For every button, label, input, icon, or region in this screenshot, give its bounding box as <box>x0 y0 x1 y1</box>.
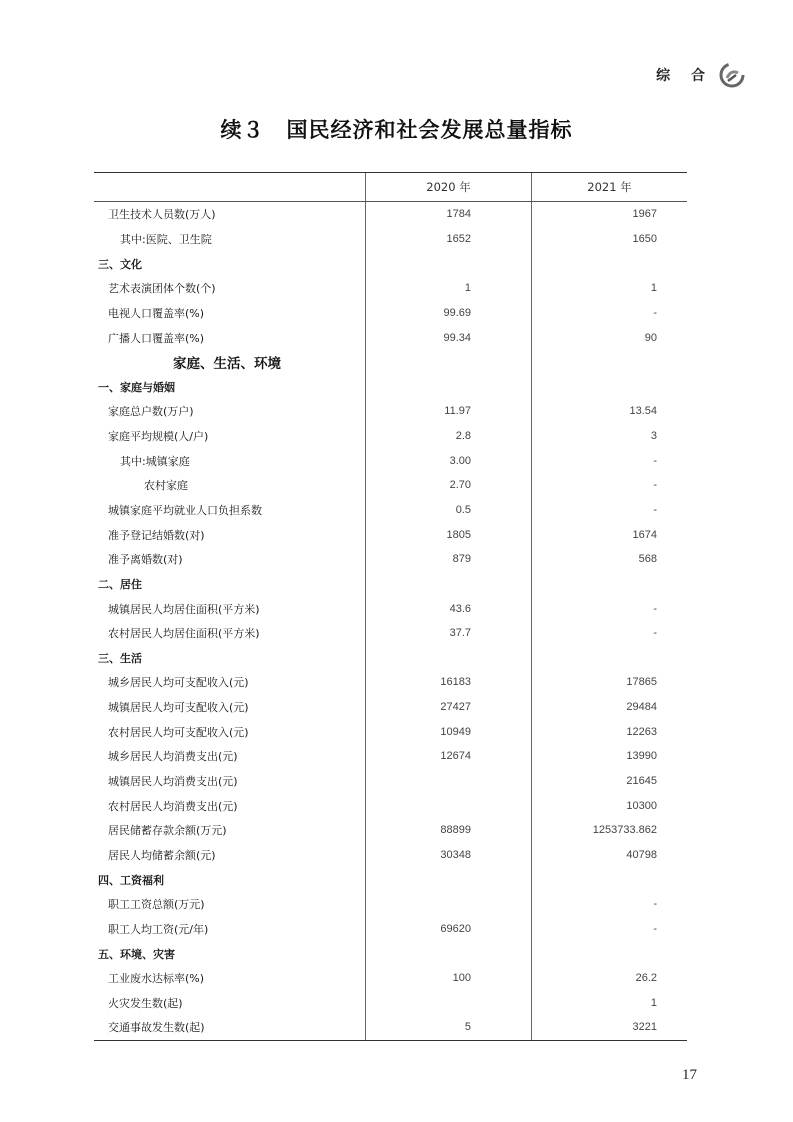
indicator-table <box>94 172 687 1041</box>
value-2021: - <box>653 898 657 911</box>
value-2020: 879 <box>366 547 532 572</box>
table-row <box>94 670 687 695</box>
table-row <box>94 917 687 942</box>
indicator-label: 居民储蓄存款余额(万元) <box>94 818 366 843</box>
table-row <box>94 522 687 547</box>
value-2021: 1 <box>650 996 657 1009</box>
value-2021: - <box>653 602 657 615</box>
value-2020: 2.70 <box>366 473 532 498</box>
table-row <box>94 793 687 818</box>
value-2021: - <box>653 922 657 935</box>
value-2020 <box>366 646 532 671</box>
section-label: 一、家庭与婚姻 <box>94 374 366 399</box>
value-2021: - <box>653 454 657 467</box>
table-row <box>94 374 687 399</box>
indicator-label: 广播人口覆盖率(%) <box>94 325 366 350</box>
table-body <box>94 202 687 1040</box>
value-2020: 100 <box>366 966 532 991</box>
section-label: 四、工资福利 <box>94 867 366 892</box>
table-row <box>94 325 687 350</box>
table-row <box>94 301 687 326</box>
table-row <box>94 596 687 621</box>
value-2020 <box>366 769 532 794</box>
value-2020: 88899 <box>366 818 532 843</box>
table-row <box>94 991 687 1016</box>
table-row <box>94 251 687 276</box>
indicator-label: 城镇居民人均居住面积(平方米) <box>94 596 366 621</box>
value-2021: 29484 <box>626 701 657 714</box>
indicator-label: 农村居民人均消费支出(元) <box>94 793 366 818</box>
section-header <box>656 62 745 88</box>
value-2021 <box>532 251 687 276</box>
value-2020: 37.7 <box>366 621 532 646</box>
table-row <box>94 350 687 375</box>
indicator-label: 火灾发生数(起) <box>94 991 366 1016</box>
value-2020 <box>366 572 532 597</box>
value-2021 <box>532 867 687 892</box>
indicator-label: 农村居民人均可支配收入(元) <box>94 719 366 744</box>
value-2021: 17865 <box>626 676 657 689</box>
value-2020: 99.34 <box>366 325 532 350</box>
indicator-label: 交通事故发生数(起) <box>94 1015 366 1040</box>
value-2020: 30348 <box>366 843 532 868</box>
indicator-label: 工业废水达标率(%) <box>94 966 366 991</box>
value-2020 <box>366 793 532 818</box>
value-2021: 21645 <box>626 775 657 788</box>
table-row <box>94 202 687 227</box>
column-header-2021: 2021 年 <box>587 180 632 194</box>
table-row <box>94 695 687 720</box>
indicator-label: 艺术表演团体个数(个) <box>94 276 366 301</box>
table-row <box>94 646 687 671</box>
value-2020 <box>366 374 532 399</box>
page-number: 17 <box>682 1067 697 1083</box>
value-2020 <box>366 350 532 375</box>
value-2020 <box>366 991 532 1016</box>
value-2021 <box>532 374 687 399</box>
table-row <box>94 424 687 449</box>
table-row <box>94 867 687 892</box>
value-2020: 1 <box>366 276 532 301</box>
group-heading: 家庭、生活、环境 <box>94 350 366 375</box>
table-row <box>94 719 687 744</box>
table-row <box>94 498 687 523</box>
value-2020: 2.8 <box>366 424 532 449</box>
section-label: 综 合 <box>656 68 713 84</box>
value-2021 <box>532 350 687 375</box>
table-header <box>94 173 687 202</box>
indicator-label: 城镇家庭平均就业人口负担系数 <box>94 498 366 523</box>
indicator-label: 卫生技术人员数(万人) <box>94 202 366 227</box>
indicator-label: 城镇居民人均可支配收入(元) <box>94 695 366 720</box>
value-2020: 16183 <box>366 670 532 695</box>
header-label-cell <box>94 173 366 201</box>
table-row <box>94 399 687 424</box>
value-2020: 27427 <box>366 695 532 720</box>
value-2020 <box>366 251 532 276</box>
indicator-label: 准予登记结婚数(对) <box>94 522 366 547</box>
indicator-label: 其中:城镇家庭 <box>94 448 366 473</box>
section-label: 三、文化 <box>94 251 366 276</box>
indicator-label: 准予离婚数(对) <box>94 547 366 572</box>
indicator-label: 职工人均工资(元/年) <box>94 917 366 942</box>
indicator-label: 居民人均储蓄余额(元) <box>94 843 366 868</box>
table-row <box>94 818 687 843</box>
value-2021: 1674 <box>632 528 657 541</box>
value-2021: - <box>653 627 657 640</box>
value-2021: - <box>653 504 657 516</box>
table-row <box>94 769 687 794</box>
value-2021: 1253733.862 <box>592 824 657 837</box>
indicator-label: 农村居民人均居住面积(平方米) <box>94 621 366 646</box>
value-2020: 5 <box>366 1015 532 1040</box>
table-row <box>94 276 687 301</box>
section-label: 五、环境、灾害 <box>94 941 366 966</box>
section-logo-icon <box>719 62 745 88</box>
value-2021: 568 <box>638 553 657 566</box>
value-2021: 12263 <box>626 725 657 738</box>
table-row <box>94 744 687 769</box>
table-row <box>94 572 687 597</box>
table-row <box>94 621 687 646</box>
value-2020: 0.5 <box>366 498 532 523</box>
value-2021: - <box>653 479 657 492</box>
value-2021: - <box>653 306 657 319</box>
value-2020: 69620 <box>366 917 532 942</box>
value-2021: 26.2 <box>635 972 657 985</box>
value-2020: 12674 <box>366 744 532 769</box>
page-title: 续３ 国民经济和社会发展总量指标 <box>220 117 573 142</box>
table-row <box>94 941 687 966</box>
indicator-label: 城乡居民人均消费支出(元) <box>94 744 366 769</box>
value-2021: 40798 <box>626 848 657 861</box>
indicator-label: 职工工资总额(万元) <box>94 892 366 917</box>
table-row <box>94 448 687 473</box>
indicator-label: 电视人口覆盖率(%) <box>94 301 366 326</box>
indicator-label: 城镇居民人均消费支出(元) <box>94 769 366 794</box>
value-2021: 3221 <box>632 1021 657 1034</box>
value-2020: 43.6 <box>366 596 532 621</box>
value-2021 <box>532 572 687 597</box>
value-2021: 1967 <box>632 208 657 221</box>
value-2021: 13990 <box>626 750 657 763</box>
value-2021: 13.54 <box>629 405 657 418</box>
value-2020: 1784 <box>366 202 532 227</box>
value-2020: 1805 <box>366 522 532 547</box>
value-2020 <box>366 892 532 917</box>
indicator-label: 其中:医院、卫生院 <box>94 227 366 252</box>
table-row <box>94 227 687 252</box>
value-2020 <box>366 867 532 892</box>
value-2021: 3 <box>650 430 657 443</box>
indicator-label: 家庭平均规模(人/户) <box>94 424 366 449</box>
value-2020: 99.69 <box>366 301 532 326</box>
indicator-label: 农村家庭 <box>94 473 366 498</box>
table-row <box>94 843 687 868</box>
value-2021 <box>532 941 687 966</box>
table-row <box>94 966 687 991</box>
value-2020 <box>366 941 532 966</box>
table-row <box>94 473 687 498</box>
indicator-label: 城乡居民人均可支配收入(元) <box>94 670 366 695</box>
table-row <box>94 1015 687 1040</box>
value-2021: 1650 <box>632 232 657 245</box>
value-2020: 1652 <box>366 227 532 252</box>
value-2020: 10949 <box>366 719 532 744</box>
value-2021 <box>532 646 687 671</box>
indicator-label: 家庭总户数(万户) <box>94 399 366 424</box>
table-row <box>94 547 687 572</box>
column-header-2020: 2020 年 <box>366 173 532 201</box>
value-2021: 1 <box>650 282 657 295</box>
value-2021: 10300 <box>626 799 657 812</box>
value-2020: 11.97 <box>366 399 532 424</box>
table-row <box>94 892 687 917</box>
value-2020: 3.00 <box>366 448 532 473</box>
section-label: 三、生活 <box>94 646 366 671</box>
section-label: 二、居住 <box>94 572 366 597</box>
value-2021: 90 <box>644 331 657 344</box>
